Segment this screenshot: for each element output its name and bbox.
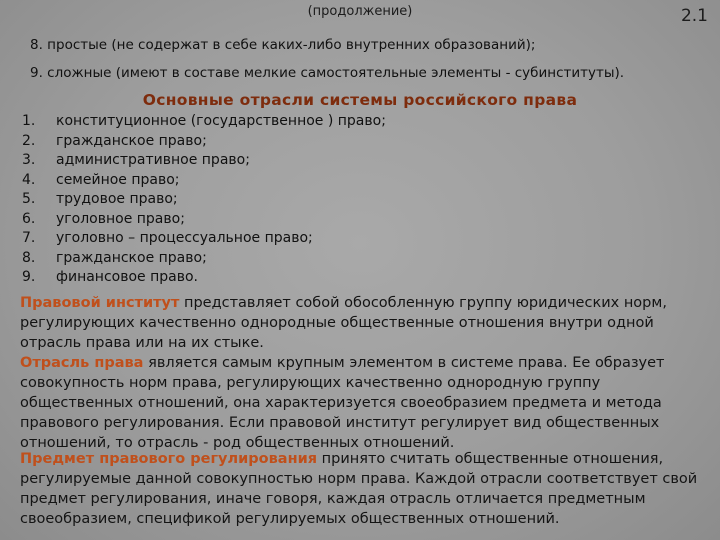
list-item (22, 229, 622, 249)
list-item-number: 2. (22, 132, 36, 149)
list-item-text: административное право; (56, 152, 250, 168)
header-title: (продолжение) (307, 4, 413, 19)
list-item-text: финансовое право. (56, 269, 198, 285)
term-legal-institution: Правовой институт (20, 295, 180, 311)
list-item-number: 4. (22, 171, 36, 188)
list-item (22, 171, 622, 191)
term-branch-of-law: Отрасль права (20, 355, 144, 371)
list-item-number: 5. (22, 191, 36, 207)
list-item (22, 190, 622, 210)
list-item-number: 9. (22, 269, 36, 285)
branches-list (22, 112, 622, 288)
paragraph-subject-of-regulation (20, 449, 710, 529)
paragraph-text: представляет собой обособленную группу юридических норм, регулирующих качественно однородные общественные отношения внутри одной отрасль права или на их стыке. (20, 295, 667, 351)
list-item (22, 268, 622, 288)
definitions (20, 293, 710, 529)
paragraph-legal-institution (20, 293, 710, 353)
paragraph-text: принято считать общественные отношения, регулируемые данной совокупностью норм права. Каждой отрасли соответствует свой предмет регулирования, иначе говоря, каждая отрасль отличается предметным своеобразием, спецификой регулируемых общественных отношений. (20, 451, 698, 527)
list-item (22, 132, 622, 152)
paragraph-text: является самым крупным элементом в системе права. Ее образует совокупность норм права, регулирующих качественно однородную группу общественных отношений, она характеризуется своеобразием предмета и метода правового регулирования. Если правовой институт регулирует вид общественных отношений, то отрасль - род общественных отношений. (20, 355, 665, 451)
intro-line-9: 9. сложные (имеют в составе мелкие самостоятельные элементы - субинституты). (30, 65, 625, 81)
paragraph-branch-of-law (20, 353, 710, 453)
list-item-text: семейное право; (56, 171, 180, 188)
list-item-number: 6. (22, 210, 36, 227)
list-item-number: 7. (22, 230, 36, 246)
slide-number: 2.1 (680, 6, 708, 26)
list-item-text: уголовно – процессуальное право; (56, 230, 313, 246)
list-item-number: 1. (22, 113, 36, 129)
list-item (22, 112, 622, 132)
list-item-text: гражданское право; (56, 132, 207, 149)
list-item (22, 151, 622, 171)
intro-line-8: 8. простые (не содержат в себе каких-либо внутренних образований); (30, 37, 536, 53)
list-item (22, 210, 622, 230)
list-item-text: конституционное (государственное ) право; (56, 113, 386, 129)
list-item-text: гражданское право; (56, 249, 207, 266)
list-item (22, 249, 622, 269)
list-item-text: уголовное право; (56, 210, 185, 227)
list-item-number: 3. (22, 152, 36, 168)
section-title: Основные отрасли системы российского права (142, 91, 578, 109)
term-subject-of-regulation: Предмет правового регулирования (20, 451, 318, 467)
list-item-text: трудовое право; (56, 191, 178, 207)
list-item-number: 8. (22, 249, 36, 266)
